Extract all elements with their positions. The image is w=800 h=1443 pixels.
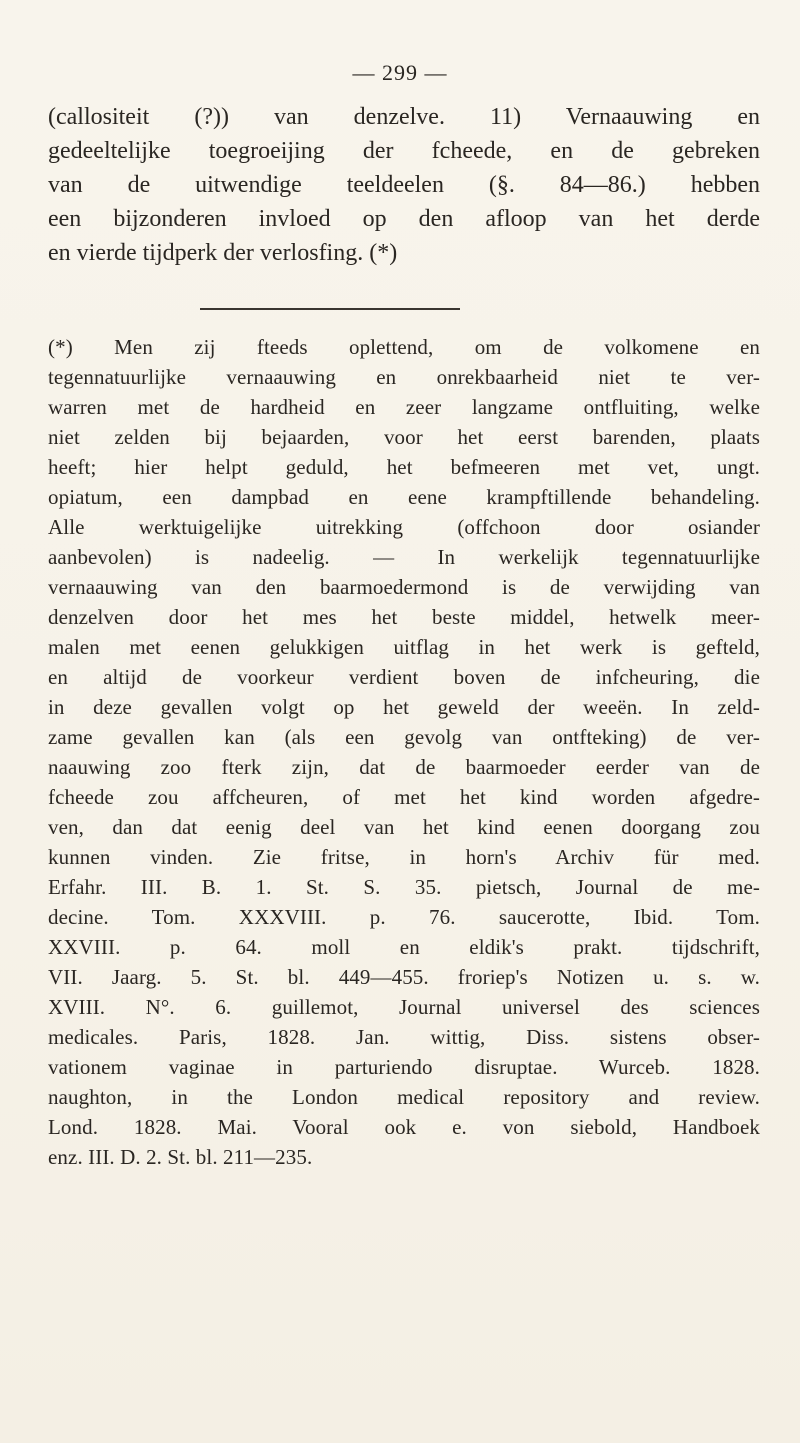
footnote-line: Alle werktuigelijke uitrekking (offchoon door osiander <box>48 515 760 539</box>
footnote-line: warren met de hardheid en zeer langzame ontfluiting, welke <box>48 395 760 419</box>
footnote-line: kunnen vinden. Zie fritse, in horn's Archiv für med. <box>48 845 760 869</box>
footnote <box>48 332 760 1172</box>
footnote-line: VII. Jaarg. 5. St. bl. 449—455. froriep's Notizen u. s. w. <box>48 965 760 989</box>
footnote-line: decine. Tom. XXXVIII. p. 76. saucerotte, Ibid. Tom. <box>48 905 760 929</box>
footnote-line: opiatum, een dampbad en eene krampftillende behandeling. <box>48 485 760 509</box>
footnote-line: fcheede zou affcheuren, of met het kind worden afgedre- <box>48 785 760 809</box>
footnote-line: Erfahr. III. B. 1. St. S. 35. pietsch, Journal de me- <box>48 875 760 899</box>
footnote-line: malen met eenen gelukkigen uitflag in het werk is gefteld, <box>48 635 760 659</box>
body-line: een bijzonderen invloed op den afloop van het derde <box>48 206 760 232</box>
page-number: — 299 — <box>352 60 448 85</box>
footnote-line: zame gevallen kan (als een gevolg van ontfteking) de ver- <box>48 725 760 749</box>
footnote-line: vernaauwing van den baarmoedermond is de verwijding van <box>48 575 760 599</box>
body-line: van de uitwendige teeldeelen (§. 84—86.) hebben <box>48 172 760 198</box>
footnote-line: denzelven door het mes het beste middel, hetwelk meer- <box>48 605 760 629</box>
body-line: gedeeltelijke toegroeijing der fcheede, en de gebreken <box>48 138 760 164</box>
body-line: en vierde tijdperk der verlosfing. (*) <box>48 240 398 266</box>
footnote-line: vationem vaginae in parturiendo disruptae. Wurceb. 1828. <box>48 1055 760 1079</box>
footnote-line: XVIII. N°. 6. guillemot, Journal universel des sciences <box>48 995 760 1019</box>
footnote-line: naauwing zoo fterk zijn, dat de baarmoeder eerder van de <box>48 755 760 779</box>
footnote-line: (*) Men zij fteeds oplettend, om de volkomene en <box>48 335 760 359</box>
footnote-line: ven, dan dat eenig deel van het kind eenen doorgang zou <box>48 815 760 839</box>
main-text <box>48 100 760 270</box>
footnote-line: naughton, in the London medical repository and review. <box>48 1085 760 1109</box>
footnote-line: enz. III. D. 2. St. bl. 211—235. <box>48 1145 313 1169</box>
body-line: (callositeit (?)) van denzelve. 11) Vernaauwing en <box>48 104 760 130</box>
footnote-divider <box>200 308 460 310</box>
footnote-line: Lond. 1828. Mai. Vooral ook e. von siebold, Handboek <box>48 1115 760 1139</box>
footnote-line: XXVIII. p. 64. moll en eldik's prakt. tijdschrift, <box>48 935 760 959</box>
footnote-line: medicales. Paris, 1828. Jan. wittig, Diss. sistens obser- <box>48 1025 760 1049</box>
footnote-line: in deze gevallen volgt op het geweld der weeën. In zeld- <box>48 695 760 719</box>
footnote-line: aanbevolen) is nadeelig. — In werkelijk tegennatuurlijke <box>48 545 760 569</box>
footnote-line: heeft; hier helpt geduld, het befmeeren met vet, ungt. <box>48 455 760 479</box>
footnote-line: en altijd de voorkeur verdient boven de infcheuring, die <box>48 665 760 689</box>
footnote-line: tegennatuurlijke vernaauwing en onrekbaarheid niet te ver- <box>48 365 760 389</box>
footnote-line: niet zelden bij bejaarden, voor het eerst barenden, plaats <box>48 425 760 449</box>
